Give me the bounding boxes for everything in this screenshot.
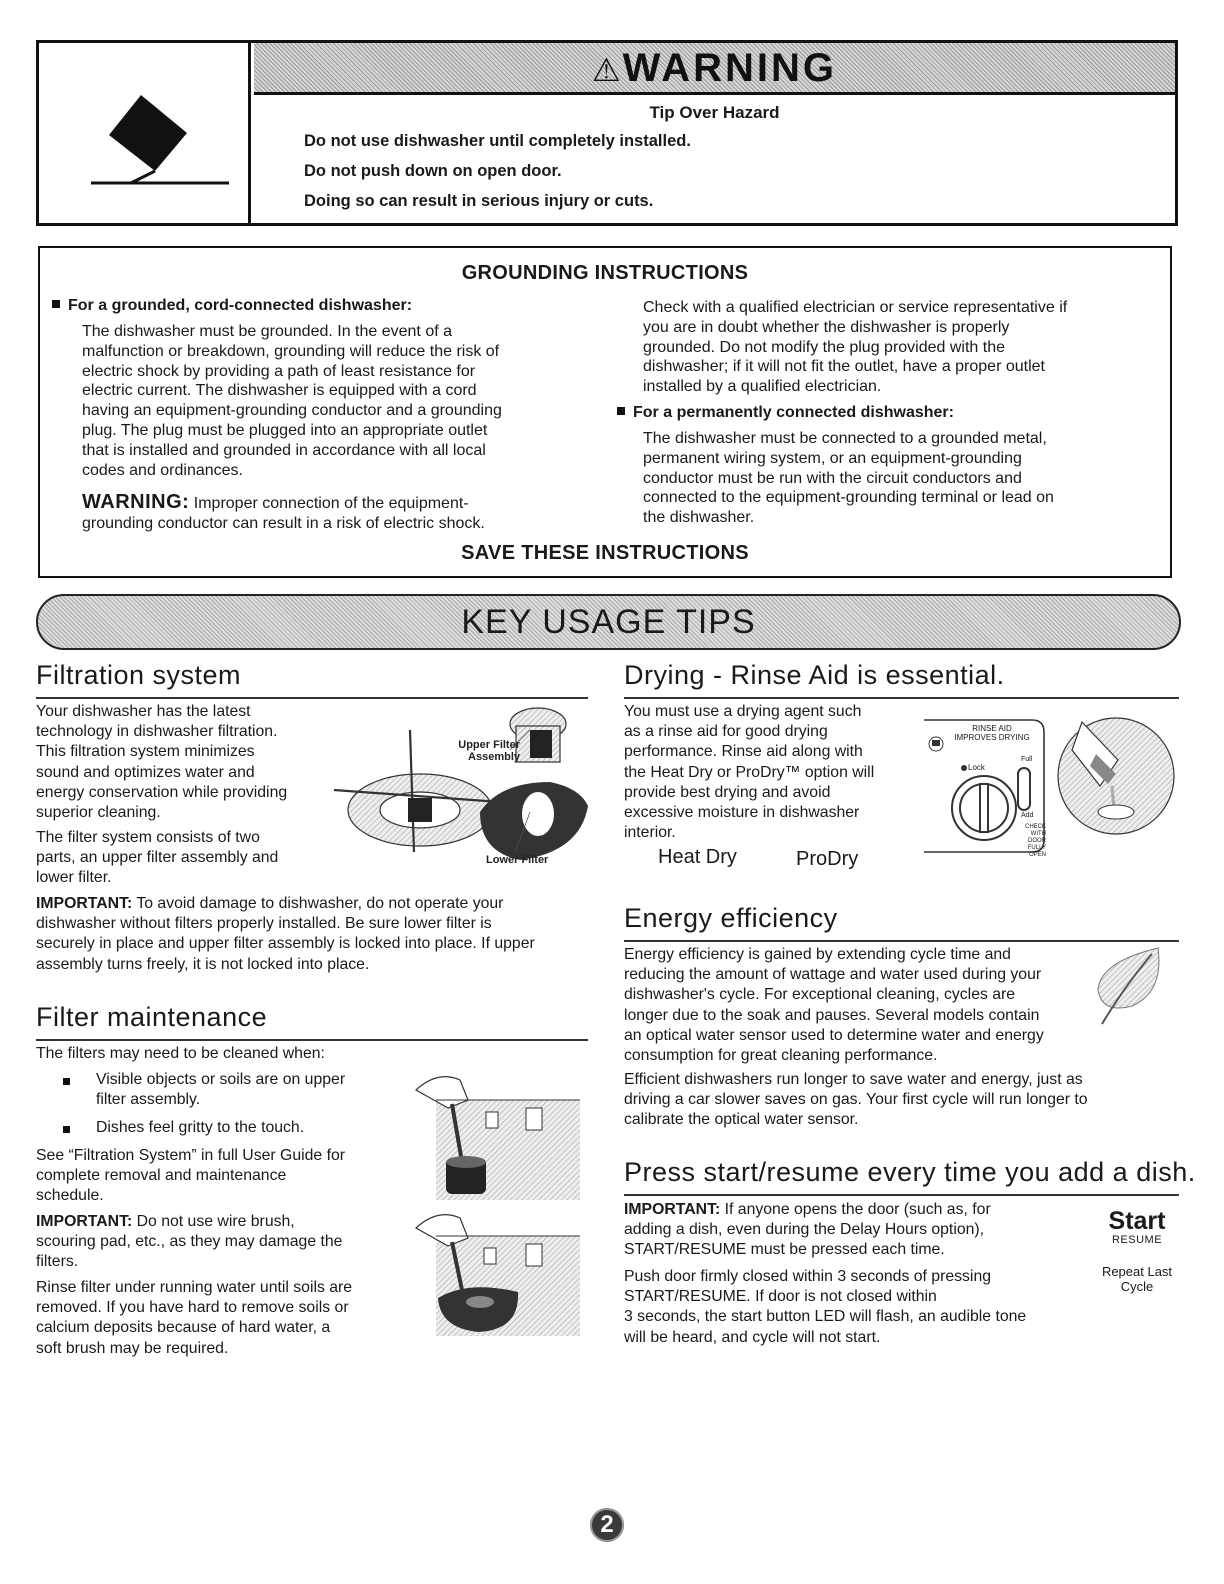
page-number: 2 <box>600 1511 614 1538</box>
energy-paragraph-1: Energy efficiency is gained by extending cycle time and reducing the amount of wattage and water used during your dishwasher's cycle. For exceptional cleaning, cycles are longer due to the soak and pauses. Several models contain an optical water sensor used to determine water and energy consumption for great cleaning performance. <box>624 946 1044 1065</box>
filter-removal-illustration <box>408 1070 580 1200</box>
upper-filter-label: Upper Filter Assembly <box>458 739 520 763</box>
dial-lock-label: Lock <box>968 763 985 772</box>
repeat-last-cycle-graphic: Repeat Last Cycle <box>1101 1264 1173 1294</box>
filtration-paragraph-2: The filter system consists of two parts, an upper filter assembly and lower filter. <box>36 829 279 887</box>
start-label: Start <box>1108 1207 1166 1235</box>
section-rule <box>36 1039 588 1041</box>
warning-title: WARNING <box>622 46 837 90</box>
filtration-paragraph-1: Your dishwasher has the latest technology in dishwasher filtration. This filtration system minimizes sound and optimizes water and energy conservation while providing superior cleaning. <box>36 703 288 822</box>
warning-line: Doing so can result in serious injury or cuts. <box>304 192 654 210</box>
heat-dry-label: Heat Dry <box>658 846 737 868</box>
drying-text: You must use a drying agent such as a rinse aid for good drying performance. Rinse aid along with the Heat Dry or ProDry™ option will provide best drying and avoid excessive moisture in dishwasher interior. <box>624 703 875 842</box>
warning-header <box>254 43 1175 95</box>
warning-icon-cell <box>39 43 251 223</box>
prodry-label: ProDry <box>796 848 859 870</box>
press-important: IMPORTANT: If anyone opens the door (such as, for adding a dish, even during the Delay Hours option), START/RESUME must be pressed each time. <box>624 1201 991 1259</box>
dial-full-label: Full <box>1021 756 1033 763</box>
dial-check-label: CHECK WITH DOOR FULLY OPEN <box>1024 824 1046 858</box>
maintenance-intro: The filters may need to be cleaned when: <box>36 1045 325 1062</box>
maintenance-see-guide: See “Filtration System” in full User Guide for complete removal and maintenance schedule. <box>36 1147 346 1205</box>
grounding-box <box>38 246 1172 578</box>
energy-title: Energy efficiency <box>624 903 838 933</box>
grounding-title: GROUNDING INSTRUCTIONS <box>461 262 749 284</box>
permanently-connected-text: The dishwasher must be connected to a grounded metal, permanent wiring system, or an equipment-grounding conductor must be run with the circuit conductors and connected to the equipment-grounding terminal or lead on the dishwasher. <box>643 430 1054 527</box>
grounding-warning: WARNING: Improper connection of the equipment- grounding conductor can result in a risk of electric shock. <box>82 491 485 532</box>
bullet-square-icon <box>617 407 625 415</box>
save-instructions-title: SAVE THESE INSTRUCTIONS <box>461 542 749 564</box>
filter-removal-figure-1 <box>408 1070 580 1200</box>
maintenance-bullet-2: Dishes feel gritty to the touch. <box>96 1119 305 1136</box>
bullet-square-icon <box>52 300 60 308</box>
start-resume-button-graphic <box>1092 1208 1182 1247</box>
drying-title: Drying - Rinse Aid is essential. <box>624 660 1005 690</box>
page-number-badge <box>590 1508 624 1542</box>
warning-line: Do not push down on open door. <box>304 162 562 180</box>
cord-connected-heading: For a grounded, cord-connected dishwasher: <box>52 297 412 315</box>
filter-illustration <box>330 702 588 870</box>
warning-line: Do not use dishwasher until completely installed. <box>304 132 691 150</box>
filter-removal-figure-2 <box>408 1206 580 1336</box>
maintenance-important: IMPORTANT: Do not use wire brush, scouring pad, etc., as they may damage the filters. <box>36 1213 343 1271</box>
energy-paragraph-2: Efficient dishwashers run longer to save water and energy, just as driving a car slower saves on gas. Your first cycle will run longer to calibrate the optical water sensor. <box>624 1071 1088 1129</box>
resume-label: RESUME <box>1111 1234 1163 1246</box>
section-rule <box>624 1194 1179 1196</box>
key-usage-tips-banner: KEY USAGE TIPS <box>36 594 1181 650</box>
bullet-square-icon <box>63 1126 70 1133</box>
filter-assembly-figure <box>330 702 588 870</box>
maintenance-title: Filter maintenance <box>36 1002 268 1032</box>
warning-subtitle: Tip Over Hazard <box>649 103 780 122</box>
filtration-title: Filtration system <box>36 660 242 690</box>
permanently-connected-heading: For a permanently connected dishwasher: <box>617 404 954 422</box>
section-rule <box>36 697 588 699</box>
maintenance-rinse: Rinse filter under running water until soils are removed. If you have hard to remove soils or calcium deposits because of hard water, a soft brush may be required. <box>36 1279 353 1357</box>
press-start-title: Press start/resume every time you add a dish. <box>624 1157 1196 1187</box>
grounding-warning-label: WARNING: <box>82 491 190 513</box>
lower-filter-label: Lower Filter <box>486 854 549 866</box>
dial-add-label: Add <box>1021 812 1034 819</box>
maintenance-bullet-1: Visible objects or soils are on upper filter assembly. <box>96 1071 346 1109</box>
lower-filter-removal-illustration <box>408 1206 580 1336</box>
filtration-important: IMPORTANT: To avoid damage to dishwasher, do not operate your dishwasher without filters properly installed. Be sure lower filter is securely in place and upper filter assembly is locked into place. If upper assembly turns freely, it is not locked into place. <box>36 895 535 973</box>
tip-over-hazard-icon <box>79 87 239 187</box>
leaf-icon <box>1092 944 1164 1030</box>
cord-connected-text: The dishwasher must be grounded. In the event of a malfunction or breakdown, grounding will reduce the risk of electric shock by providing a path of least resistance for electric current. The dishwasher is equipped with a cord having an equipment-grounding conductor and a grounding plug. The plug must be plugged into an appropriate outlet that is installed and grounded in accordance with all local codes and ordinances. <box>82 323 502 479</box>
rinse-aid-dial-figure <box>922 690 1178 858</box>
bullet-square-icon <box>63 1078 70 1085</box>
rinse-aid-dial-illustration <box>922 690 1178 858</box>
warning-triangle-icon: ⚠ <box>591 52 621 88</box>
section-rule <box>624 940 1179 942</box>
rinse-aid-dial-caption: RINSE AID IMPROVES DRYING <box>954 724 1030 742</box>
check-electrician-text: Check with a qualified electrician or service representative if you are in doubt whether the dishwasher is properly grounded. Do not modify the plug provided with the dishwasher; if it will not fit the outlet, have a proper outlet installed by a qualified electrician. <box>643 299 1068 396</box>
warning-box <box>36 40 1178 226</box>
press-paragraph-2: Push door firmly closed within 3 seconds of pressing START/RESUME. If door is not closed within 3 seconds, the start button LED will flash, an audible tone will be heard, and cycle will not start. <box>624 1268 1027 1346</box>
